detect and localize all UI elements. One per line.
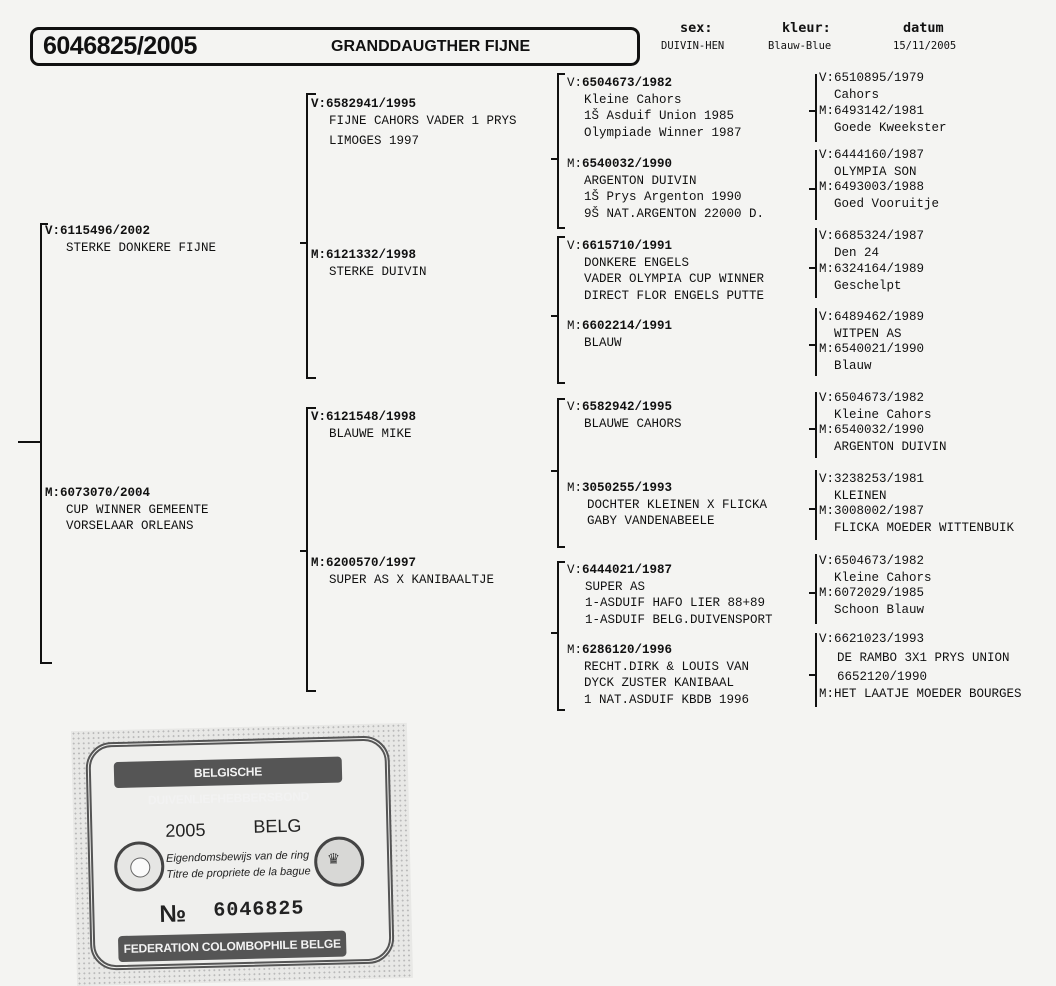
top-banner: BELGISCHE DUIVENLIEFHEBBERSBOND	[114, 757, 343, 789]
card-country: BELG	[253, 815, 302, 837]
gen4-entry: M:6324164/1989 Geschelpt	[819, 262, 925, 293]
gen4-entry: V:6489462/1989 WITPEN AS	[819, 310, 925, 341]
gen3-entry: M:3050255/1993 DOCHTER KLEINEN X FLICKA GABY VANDENABEELE	[567, 481, 768, 528]
card-year: 2005	[165, 819, 206, 841]
gen2-entry: M:6121332/1998 STERKE DUIVIN	[311, 248, 427, 279]
gen3-entry: M:6286120/1996 RECHT.DIRK & LOUIS VAN DYCK ZUSTER KANIBAAL 1 NAT.ASDUIF KBDB 1996	[567, 643, 750, 707]
gen4-entry: V:6510895/1979 Cahors	[819, 71, 925, 102]
card-line2: Titre de propriete de la bague	[166, 865, 311, 881]
gen4-entry: M:6540032/1990 ARGENTON DUIVIN	[819, 423, 947, 454]
gen4-entry: V:6685324/1987 Den 24	[819, 229, 925, 260]
punch-hole-icon	[130, 857, 150, 877]
gen3-entry: M:6602214/1991 BLAUW	[567, 319, 673, 350]
gen4-entry: V:6621023/1993 DE RAMBO 3X1 PRYS UNION	[819, 632, 1010, 665]
color-label: kleur:	[782, 20, 831, 36]
gen2-entry: V:6582941/1995 FIJNE CAHORS VADER 1 PRYS LIMOGES 1997	[311, 97, 517, 148]
gen3-entry: V:6615710/1991 DONKERE ENGELS VADER OLYMPIA CUP WINNER DIRECT FLOR ENGELS PUTTE	[567, 239, 765, 303]
gen3-entry: M:6540032/1990 ARGENTON DUIVIN 1Š Prys Argenton 1990 9Š NAT.ARGENTON 22000 D.	[567, 157, 765, 221]
sire: V:6115496/2002 STERKE DONKERE FIJNE	[45, 224, 217, 255]
crown-icon: ♛	[327, 847, 340, 869]
gen4-entry: M:3008002/1987 FLICKA MOEDER WITTENBUIK	[819, 504, 1015, 535]
ring-number: 6046825/2005	[43, 32, 197, 60]
sex-label: sex:	[680, 20, 713, 36]
number-sign: №	[159, 900, 187, 929]
gen4-entry: V:6504673/1982 Kleine Cahors	[819, 554, 932, 585]
gen4-entry: M:6540021/1990 Blauw	[819, 342, 925, 373]
dam: M:6073070/2004 CUP WINNER GEMEENTE VORSELAAR ORLEANS	[45, 486, 209, 533]
gen4-entry: M:6493142/1981 Goede Kweekster	[819, 104, 947, 135]
sex-value: DUIVIN-HEN	[661, 40, 725, 52]
gen2-entry: V:6121548/1998 BLAUWE MIKE	[311, 410, 417, 441]
date-value: 15/11/2005	[893, 40, 957, 52]
pigeon-name: GRANDDAUGTHER FIJNE	[331, 38, 531, 55]
date-label: datum	[903, 20, 944, 36]
gen3-entry: V:6504673/1982 Kleine Cahors 1Š Asduif Union 1985 Olympiade Winner 1987	[567, 76, 742, 140]
gen2-entry: M:6200570/1997 SUPER AS X KANIBAALTJE	[311, 556, 495, 587]
color-value: Blauw-Blue	[768, 40, 832, 52]
gen4-entry: 6652120/1990 M:HET LAATJE MOEDER BOURGES	[819, 670, 1022, 701]
gen3-entry: V:6582942/1995 BLAUWE CAHORS	[567, 400, 682, 431]
card-number: 6046825	[213, 897, 305, 923]
ring-certificate	[71, 723, 413, 986]
gen4-entry: M:6072029/1985 Schoon Blauw	[819, 586, 925, 617]
gen4-entry: V:6504673/1982 Kleine Cahors	[819, 391, 932, 422]
gen4-entry: M:6493003/1988 Goed Vooruitje	[819, 180, 940, 211]
card-line1: Eigendomsbewijs van de ring	[165, 849, 310, 865]
gen4-entry: V:3238253/1981 KLEINEN	[819, 472, 925, 503]
gen3-entry: V:6444021/1987 SUPER AS 1-ASDUIF HAFO LIER 88+89 1-ASDUIF BELG.DUIVENSPORT	[567, 563, 773, 627]
gen4-entry: V:6444160/1987 OLYMPIA SON	[819, 148, 925, 179]
title-box	[30, 27, 640, 66]
bottom-banner: FEDERATION COLOMBOPHILE BELGE	[118, 930, 347, 962]
